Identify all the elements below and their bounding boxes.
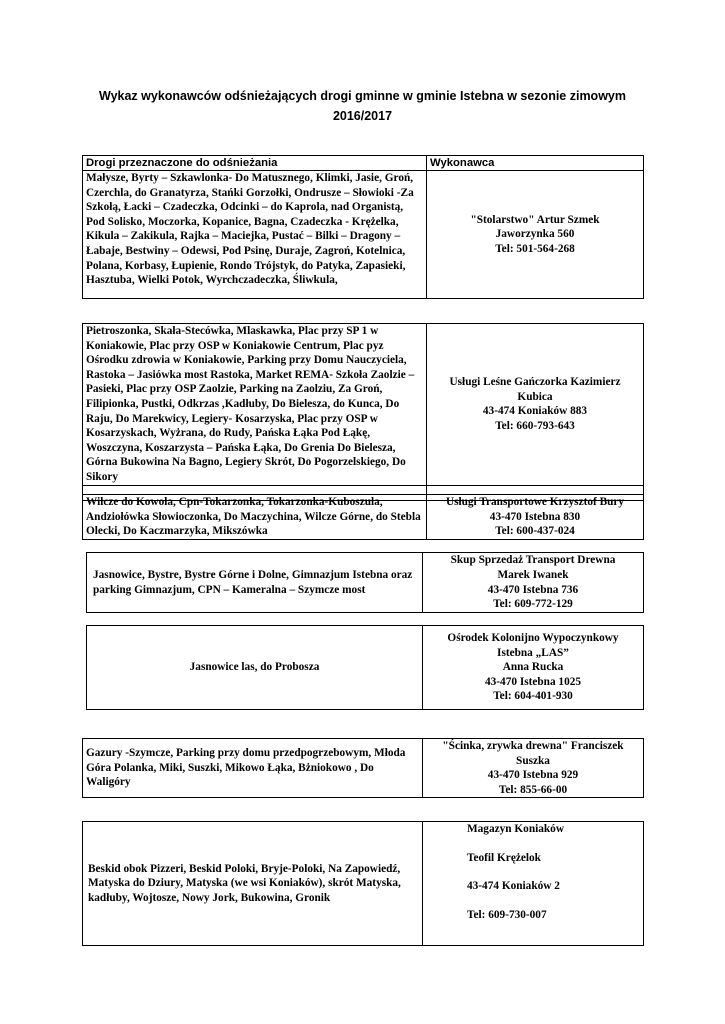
contractor-address: 43-474 Koniaków 2	[467, 880, 560, 893]
contractor-phone: Tel: 600-437-024	[495, 525, 575, 538]
contractor-owner: Teofil Krężelok	[467, 851, 541, 864]
contractor-table-7	[82, 821, 644, 946]
contractor-table-4	[86, 552, 644, 613]
contractor-owner: Anna Rucka	[502, 661, 564, 674]
contractor-cell	[423, 739, 644, 798]
contractor-table-1	[82, 155, 644, 299]
contractor-name-cont: Istebna „LAS”	[497, 646, 569, 659]
header-roads: Drogi przeznaczone do odśnieżania	[83, 156, 427, 171]
contractor-table-5	[86, 625, 644, 710]
contractor-address: Jaworzynka 560	[495, 228, 575, 241]
contractor-phone: Tel: 609-730-007	[467, 908, 547, 921]
contractor-cell	[423, 626, 644, 710]
roads-cell: Beskid obok Pizzeri, Beskid Poloki, Bryje-Poloki, Na Zapowiedź, Matyska do Dziury, Matyska (we wsi Koniaków), skrót Matyska, kadłuby, Wojtosze, Nowy Jork, Bukowina, Gronik	[83, 822, 423, 946]
contractor-phone: Tel: 609-772-129	[493, 598, 573, 611]
contractor-address: 43-470 Istebna 736	[487, 583, 579, 596]
contractor-address: 43-474 Koniaków 883	[482, 405, 588, 418]
contractor-name: Magazyn Koniaków	[467, 823, 564, 835]
contractor-cell	[427, 324, 644, 486]
roads-cell: Jasnowice las, do Probosza	[87, 626, 423, 710]
contractor-address: 43-470 Istebna 830	[489, 510, 581, 523]
contractor-table-2	[82, 323, 644, 501]
roads-cell: Małysze, Byrty – Szkawlonka- Do Matusznego, Klimki, Jasie, Groń, Czerchla, do Granatyrza, Stańki Gorzołki, Ondrusze – Słowioki -Za Szkołą, Łacki – Czadeczka, Odcinki – do Kaprola, nad Organistą, Pod Solisko, Moczorka, Kopanice, Bagna, Czadeczka - Krężelka, Kikula – Zakikula, Rajka – Maciejka, Pustać – Bilki – Dragony – Łabaje, Bestwiny – Odewsi, Pod Psinę, Duraje, Zagroń, Kotelnica, Polana, Korbasy, Łupienie, Rondo Trójstyk, do Patyka, Zapasieki, Hasztuba, Wielki Potok, Wyrchczadeczka, Śliwkula,	[83, 171, 427, 299]
roads-cell: Wilcze do Kowola, Cpn-Tokarzonka, Tokarzonka-Kuboszula, Andziołówka Słowioczonka, Do Maczychina, Wilcze Górne, do Stebla Olecki, Do Kaczmarzyka, Mikszówka	[83, 495, 427, 540]
contractor-cell	[427, 171, 644, 299]
contractor-phone: Tel: 660-793-643	[495, 419, 575, 432]
contractor-name-cont: Kubica	[517, 390, 553, 403]
contractor-table-3	[82, 494, 644, 540]
contractor-cell	[423, 553, 644, 613]
contractor-address: 43-470 Istebna 1025	[484, 675, 582, 688]
roads-cell: Gazury -Szymcze, Parking przy domu przedpogrzebowym, Młoda Góra Polanka, Miki, Suszki, Mikowo Łąka, Bżniokowo , Do Waligóry	[83, 739, 423, 798]
contractor-owner: Marek Iwanek	[497, 568, 569, 581]
contractor-phone: Tel: 604-401-930	[493, 690, 573, 703]
contractor-phone: Tel: 855-66-00	[498, 783, 568, 796]
contractor-name: Usługi Leśne Gańczorka Kazimierz	[449, 376, 621, 389]
contractor-phone: Tel: 501-564-268	[495, 242, 575, 255]
title-line-2: 2016/2017	[332, 109, 393, 123]
contractor-name-cont: Suszka	[516, 754, 550, 767]
contractor-name: Usługi Transportowe Krzysztof Bury	[445, 496, 625, 508]
contractor-table-6	[82, 738, 644, 798]
contractor-name: "Stolarstwo" Artur Szmek	[470, 213, 600, 226]
contractor-cell	[427, 495, 644, 540]
contractor-address: 43-470 Istebna 929	[487, 769, 579, 782]
title-line-1: Wykaz wykonawców odśnieżających drogi gminne w gminie Istebna w sezonie zimowym	[99, 89, 626, 103]
contractor-name: "Ścinka, zrywka drewna" Franciszek	[442, 740, 624, 752]
roads-cell: Pietroszonka, Skała-Stecówka, Mlaskawka, Plac przy SP 1 w Koniakowie, Plac przy OSP w Koniakowie Centrum, Plac pyz Ośrodku zdrowia w Koniakowie, Parking przy Domu Nauczyciela, Rastoka – Jasiówka most Rastoka, Market REMA- Szkoła Zaolzie – Pasieki, Plac przy OSP Zaolzie, Parking na Zaolziu, Za Groń, Filipionka, Pustki, Odkrzas ,Kadłuby, Do Bielesza, do Kunca, Do Raju, Do Marekwicy, Legiery- Kosarzyska, Plac przy OSP w Kosarzyskach, Wyżrana, do Rudy, Pańska Łąka Pod Łąkę, Woszczyna, Koszarzysta – Pańska Łąka, Do Grenia Do Bielesza, Górna Bukowina Na Bagno, Legiery Skrót, Do Pogorzelskiego, Do Sikory	[83, 324, 427, 486]
contractor-cell	[423, 822, 644, 946]
contractor-name: Skup Sprzedaż Transport Drewna	[450, 554, 616, 567]
header-contractor: Wykonawca	[427, 156, 644, 171]
document-title	[60, 86, 665, 126]
roads-cell: Jasnowice, Bystre, Bystre Górne i Dolne, Gimnazjum Istebna oraz parking Gimnazjum, CPN – Kameralna – Szymcze most	[87, 553, 423, 613]
contractor-name: Ośrodek Kolonijno Wypoczynkowy	[447, 632, 619, 645]
